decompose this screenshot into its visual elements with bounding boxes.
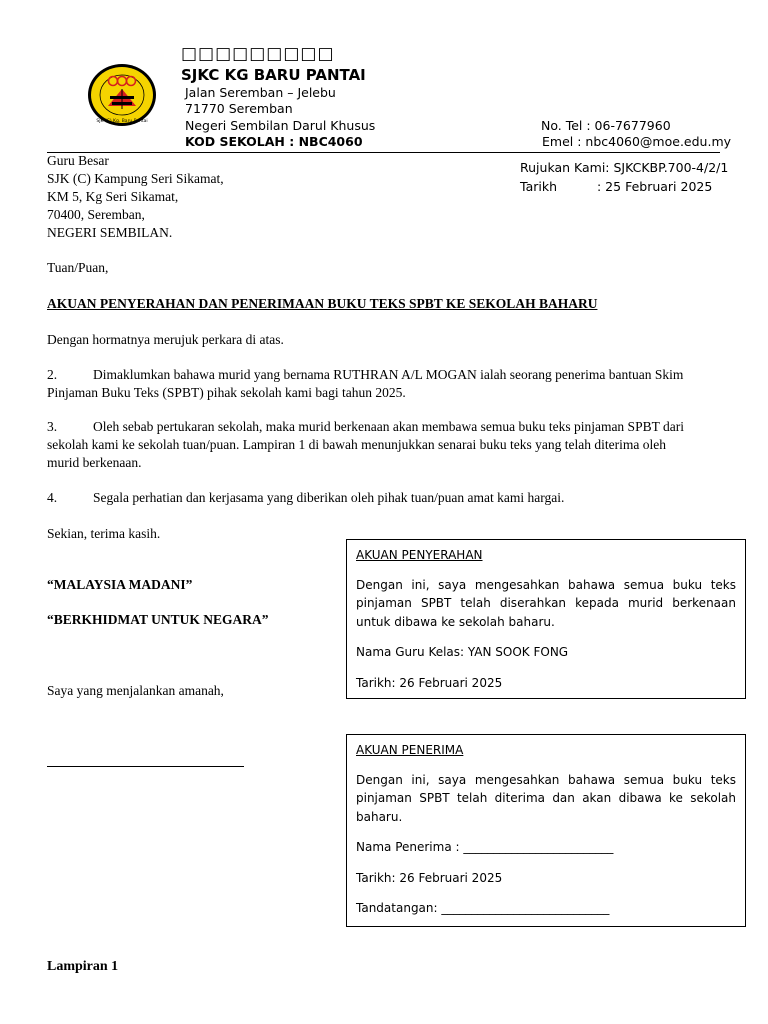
salutation: Tuan/Puan, — [47, 260, 109, 275]
slogan-malaysia-madani: “MALAYSIA MADANI” — [47, 577, 193, 592]
paragraph-number: 2. — [47, 367, 58, 382]
akuan-penyerahan-date: Tarikh: 26 Februari 2025 — [356, 675, 503, 690]
address-line-3: Negeri Sembilan Darul Khusus — [185, 118, 376, 133]
opening-line: Dengan hormatnya merujuk perkara di atas. — [47, 332, 284, 347]
recipient-line: 70400, Seremban, — [47, 207, 145, 222]
recipient-line: Guru Besar — [47, 153, 109, 168]
reference-date-label: Tarikh — [520, 179, 557, 194]
address-line-2: 71770 Seremban — [185, 101, 293, 116]
signature-line — [47, 766, 244, 767]
paragraph-text: Pinjaman Buku Teks (SPBT) pihak sekolah kami bagi tahun 2025. — [47, 385, 406, 400]
paragraph-text: Oleh sebab pertukaran sekolah, maka murid berkenaan akan membawa semua buku teks pinjaman SPBT dari — [93, 419, 684, 434]
recipient-address — [47, 152, 224, 242]
telephone: No. Tel : 06-7677960 — [541, 118, 671, 133]
paragraph-3 — [47, 418, 747, 472]
paragraph-number: 3. — [47, 419, 58, 434]
akuan-penyerahan-teacher: Nama Guru Kelas: YAN SOOK FONG — [356, 645, 569, 659]
akuan-penyerahan-title: AKUAN PENYERAHAN — [356, 548, 483, 562]
school-logo — [86, 62, 158, 128]
logo-text: SJK (C) Kg. Baru Pantai — [96, 119, 148, 124]
paragraph-4 — [47, 489, 747, 507]
paragraph-text: Dimaklumkan bahawa murid yang bernama RUTHRAN A/L MOGAN ialah seorang penerima bantuan Skim — [93, 367, 684, 382]
recipient-line: KM 5, Kg Seri Sikamat, — [47, 189, 179, 204]
akuan-penerima-box — [346, 734, 746, 927]
akuan-penerima-signature: Tandatangan: ____________________________ — [356, 901, 610, 915]
akuan-penerima-body: Dengan ini, saya mengesahkan bahawa semua buku teks pinjaman SPBT telah diterima dan akan dibawa ke sekolah baharu. — [356, 772, 736, 824]
reference-number: Rujukan Kami: SJKCKBP.700-4/2/1 — [520, 160, 729, 175]
slogan-berkhidmat: “BERKHIDMAT UNTUK NEGARA” — [47, 612, 269, 627]
school-name-chinese: □□□□□□□□□ — [181, 44, 335, 64]
reference-date-value: : 25 Februari 2025 — [597, 179, 713, 194]
paragraph-text: murid berkenaan. — [47, 455, 142, 470]
recipient-line: SJK (C) Kampung Seri Sikamat, — [47, 171, 224, 186]
akuan-penerima-date: Tarikh: 26 Februari 2025 — [356, 870, 503, 885]
paragraph-number: 4. — [47, 490, 58, 505]
akuan-penerima-name: Nama Penerima : _________________________ — [356, 840, 614, 854]
paragraph-text: Segala perhatian dan kerjasama yang diberikan oleh pihak tuan/puan amat kami hargai. — [93, 490, 565, 505]
recipient-line: NEGERI SEMBILAN. — [47, 225, 173, 240]
school-name: SJKC KG BARU PANTAI — [181, 66, 366, 84]
akuan-penyerahan-body: Dengan ini, saya mengesahkan bahawa semua buku teks pinjaman SPBT telah diserahkan kepada murid berkenaan untuk dibawa ke sekolah baharu. — [356, 577, 736, 629]
akuan-penerima-title: AKUAN PENERIMA — [356, 743, 464, 757]
paragraph-2 — [47, 366, 747, 402]
letter-subject: AKUAN PENYERAHAN DAN PENERIMAAN BUKU TEKS SPBT KE SEKOLAH BAHARU — [47, 296, 598, 311]
school-code: KOD SEKOLAH : NBC4060 — [185, 134, 363, 149]
lampiran-heading: Lampiran 1 — [47, 959, 119, 974]
akuan-penyerahan-box — [346, 539, 746, 699]
email: Emel : nbc4060@moe.edu.my — [542, 134, 732, 149]
closing: Sekian, terima kasih. — [47, 526, 161, 541]
amanah-line: Saya yang menjalankan amanah, — [47, 683, 224, 698]
paragraph-text: sekolah kami ke sekolah tuan/puan. Lampiran 1 di bawah menunjukkan senarai buku teks yang telah diterima oleh — [47, 437, 666, 452]
address-line-1: Jalan Seremban – Jelebu — [185, 85, 336, 100]
